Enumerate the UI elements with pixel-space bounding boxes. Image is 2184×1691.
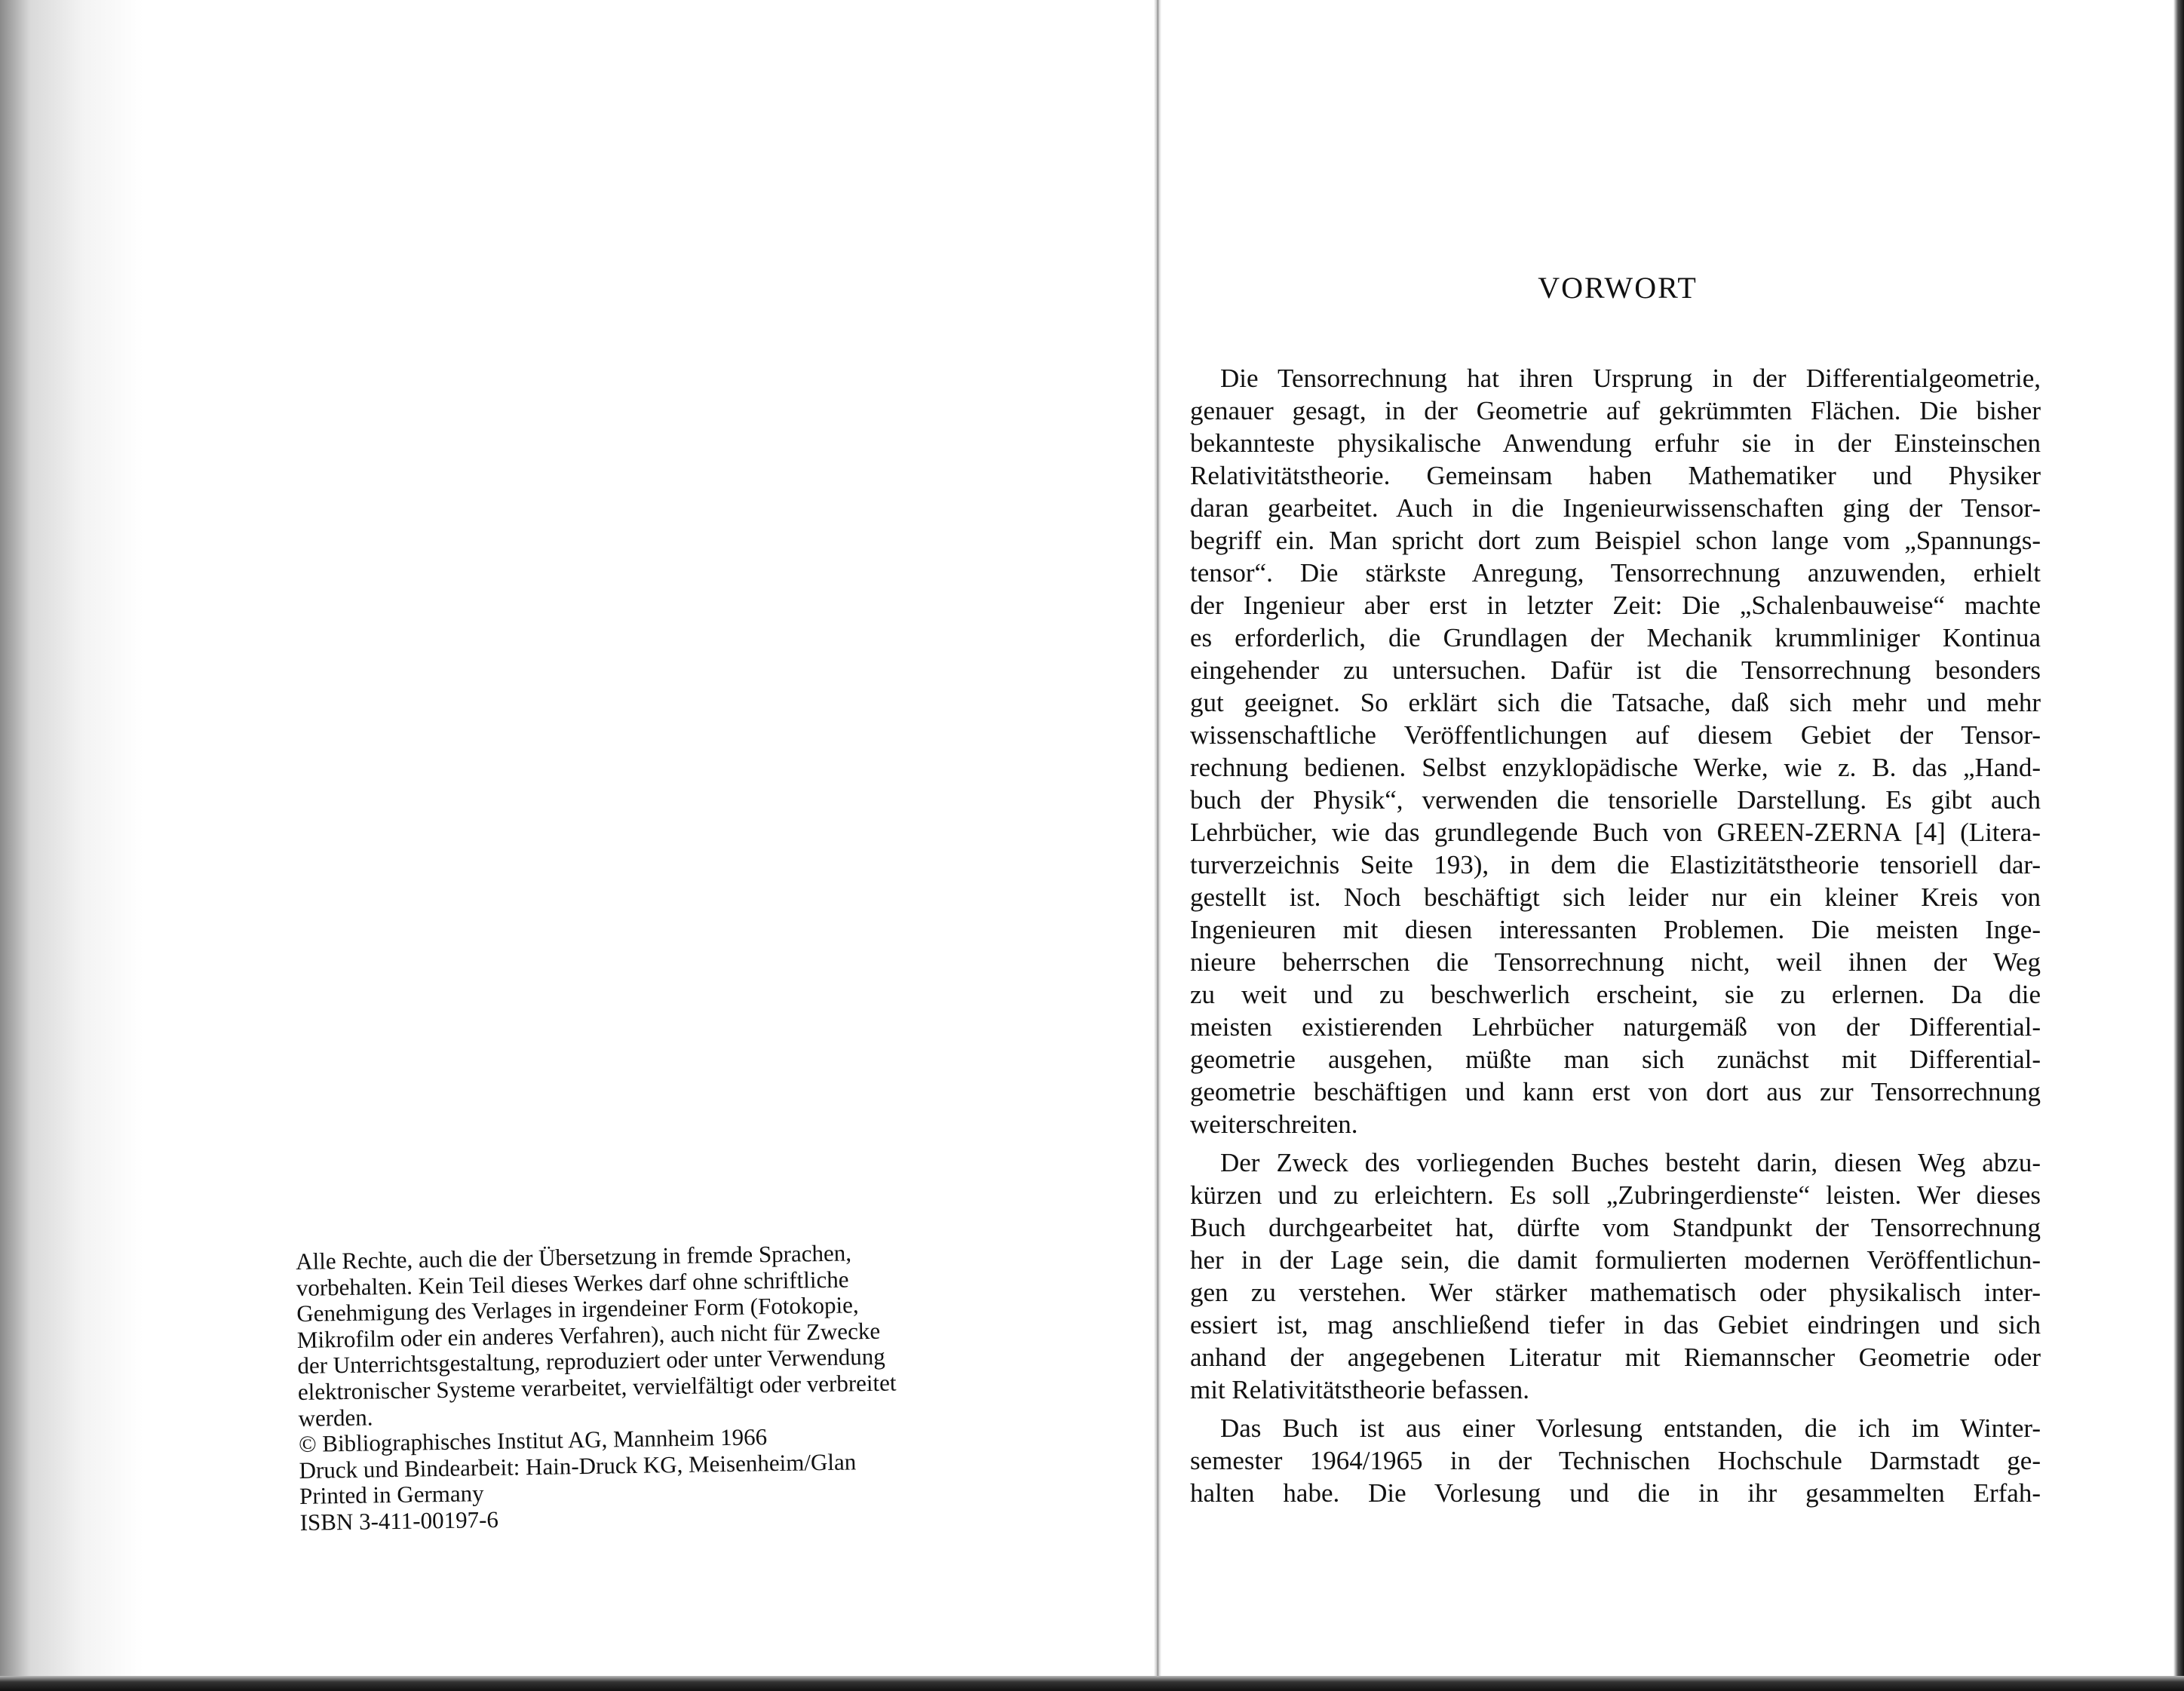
text-line: wissenschaftliche Veröffentlichungen auf diesem Gebiet der Tensor-	[1190, 720, 2041, 750]
preface-body	[1190, 362, 2041, 1515]
text-line: Relativitätstheorie. Gemeinsam haben Mathematiker und Physiker	[1190, 461, 2041, 490]
text-line: essiert ist, mag anschließend tiefer in das Gebiet eindringen und sich	[1190, 1310, 2041, 1340]
text-line: gestellt ist. Noch beschäftigt sich leider nur ein kleiner Kreis von	[1190, 882, 2041, 912]
text-line: Ingenieuren mit diesen interessanten Problemen. Die meisten Inge-	[1190, 915, 2041, 944]
text-line: begriff ein. Man spricht dort zum Beispiel schon lange vom „Spannungs-	[1190, 526, 2041, 555]
imprint-line: Printed in Germany	[299, 1480, 484, 1510]
text-line: Das Buch ist aus einer Vorlesung entstanden, die ich im Winter-	[1220, 1413, 2041, 1443]
imprint-line: der Unterrichtsgestaltung, reproduziert oder unter Verwendung	[297, 1343, 885, 1380]
paragraph	[1190, 1146, 2041, 1406]
book-gutter	[1154, 0, 1161, 1691]
text-line: zu weit und zu beschwerlich erscheint, sie zu erlernen. Da die	[1190, 980, 2041, 1009]
paragraph	[1190, 1412, 2041, 1509]
text-line: der Ingenieur aber erst in letzter Zeit: Die „Schalenbauweise“ machte	[1190, 591, 2041, 620]
page-title: VORWORT	[1538, 271, 1698, 305]
imprint-line: elektronischer Systeme verarbeitet, vervielfältigt oder verbreitet	[297, 1369, 897, 1405]
paragraph	[1190, 362, 2041, 1140]
imprint-line: werden.	[298, 1403, 373, 1432]
text-line: geometrie ausgehen, müßte man sich zunächst mit Differential-	[1190, 1045, 2041, 1074]
text-line: meisten existierenden Lehrbücher naturgemäß von der Differential-	[1190, 1012, 2041, 1042]
text-line: Der Zweck des vorliegenden Buches besteht darin, diesen Weg abzu-	[1220, 1148, 2041, 1177]
text-line: geometrie beschäftigen und kann erst von dort aus zur Tensorrechnung	[1190, 1077, 2041, 1106]
text-line: her in der Lage sein, die damit formulierten modernen Veröffentlichun-	[1190, 1245, 2041, 1275]
text-line: rechnung bedienen. Selbst enzyklopädische Werke, wie z. B. das „Hand-	[1190, 753, 2041, 782]
imprint-line: Druck und Bindearbeit: Hain-Druck KG, Meisenheim/Glan	[299, 1448, 857, 1484]
text-line: weiterschreiten.	[1190, 1109, 1358, 1139]
text-line: halten habe. Die Vorlesung und die in ihr gesammelten Erfah-	[1190, 1478, 2041, 1508]
imprint-line: Alle Rechte, auch die der Übersetzung in fremde Sprachen,	[295, 1239, 852, 1275]
text-line: kürzen und zu erleichtern. Es soll „Zubringerdienste“ leisten. Wer dieses	[1190, 1180, 2041, 1210]
text-line: Lehrbücher, wie das grundlegende Buch von GREEN-ZERNA [4] (Litera-	[1190, 818, 2041, 847]
text-line: Buch durchgearbeitet hat, dürfte vom Standpunkt der Tensorrechnung	[1190, 1213, 2041, 1242]
text-line: semester 1964/1965 in der Technischen Hochschule Darmstadt ge-	[1190, 1446, 2041, 1475]
text-line: buch der Physik“, verwenden die tensorielle Darstellung. Es gibt auch	[1190, 785, 2041, 815]
scan-bottom-edge	[0, 1676, 2184, 1691]
text-line: anhand der angegebenen Literatur mit Riemannscher Geometrie oder	[1190, 1343, 2041, 1372]
imprint-line: Genehmigung des Verlages in irgendeiner Form (Fotokopie,	[296, 1291, 859, 1327]
imprint-line: vorbehalten. Kein Teil dieses Werkes darf ohne schriftliche	[296, 1266, 849, 1301]
text-line: Die Tensorrechnung hat ihren Ursprung in der Differentialgeometrie,	[1220, 364, 2041, 393]
text-line: tensor“. Die stärkste Anregung, Tensorrechnung anzuwenden, erhielt	[1190, 558, 2041, 588]
text-line: daran gearbeitet. Auch in die Ingenieurwissenschaften ging der Tensor-	[1190, 493, 2041, 523]
text-line: genauer gesagt, in der Geometrie auf gekrümmten Flächen. Die bisher	[1190, 396, 2041, 425]
imprint-block	[296, 1238, 1024, 1536]
text-line: bekannteste physikalische Anwendung erfuhr sie in der Einsteinschen	[1190, 428, 2041, 458]
text-line: gen zu verstehen. Wer stärker mathematisch oder physikalisch inter-	[1190, 1278, 2041, 1307]
text-line: es erforderlich, die Grundlagen der Mechanik krummliniger Kontinua	[1190, 623, 2041, 652]
imprint-line: ISBN 3-411-00197-6	[299, 1505, 499, 1536]
imprint-line: Mikrofilm oder ein anderes Verfahren), auch nicht für Zwecke	[296, 1317, 881, 1353]
text-line: mit Relativitätstheorie befassen.	[1190, 1375, 1530, 1404]
text-line: nieure beherrschen die Tensorrechnung nicht, weil ihnen der Weg	[1190, 947, 2041, 977]
scan-right-edge	[2173, 0, 2184, 1691]
imprint-line: © Bibliographisches Institut AG, Mannheim 1966	[298, 1423, 768, 1458]
text-line: gut geeignet. So erklärt sich die Tatsache, daß sich mehr und mehr	[1190, 688, 2041, 717]
text-line: eingehender zu untersuchen. Dafür ist die Tensorrechnung besonders	[1190, 655, 2041, 685]
scan-left-edge	[0, 0, 143, 1691]
text-line: turverzeichnis Seite 193), in dem die Elastizitätstheorie tensoriell dar-	[1190, 850, 2041, 879]
